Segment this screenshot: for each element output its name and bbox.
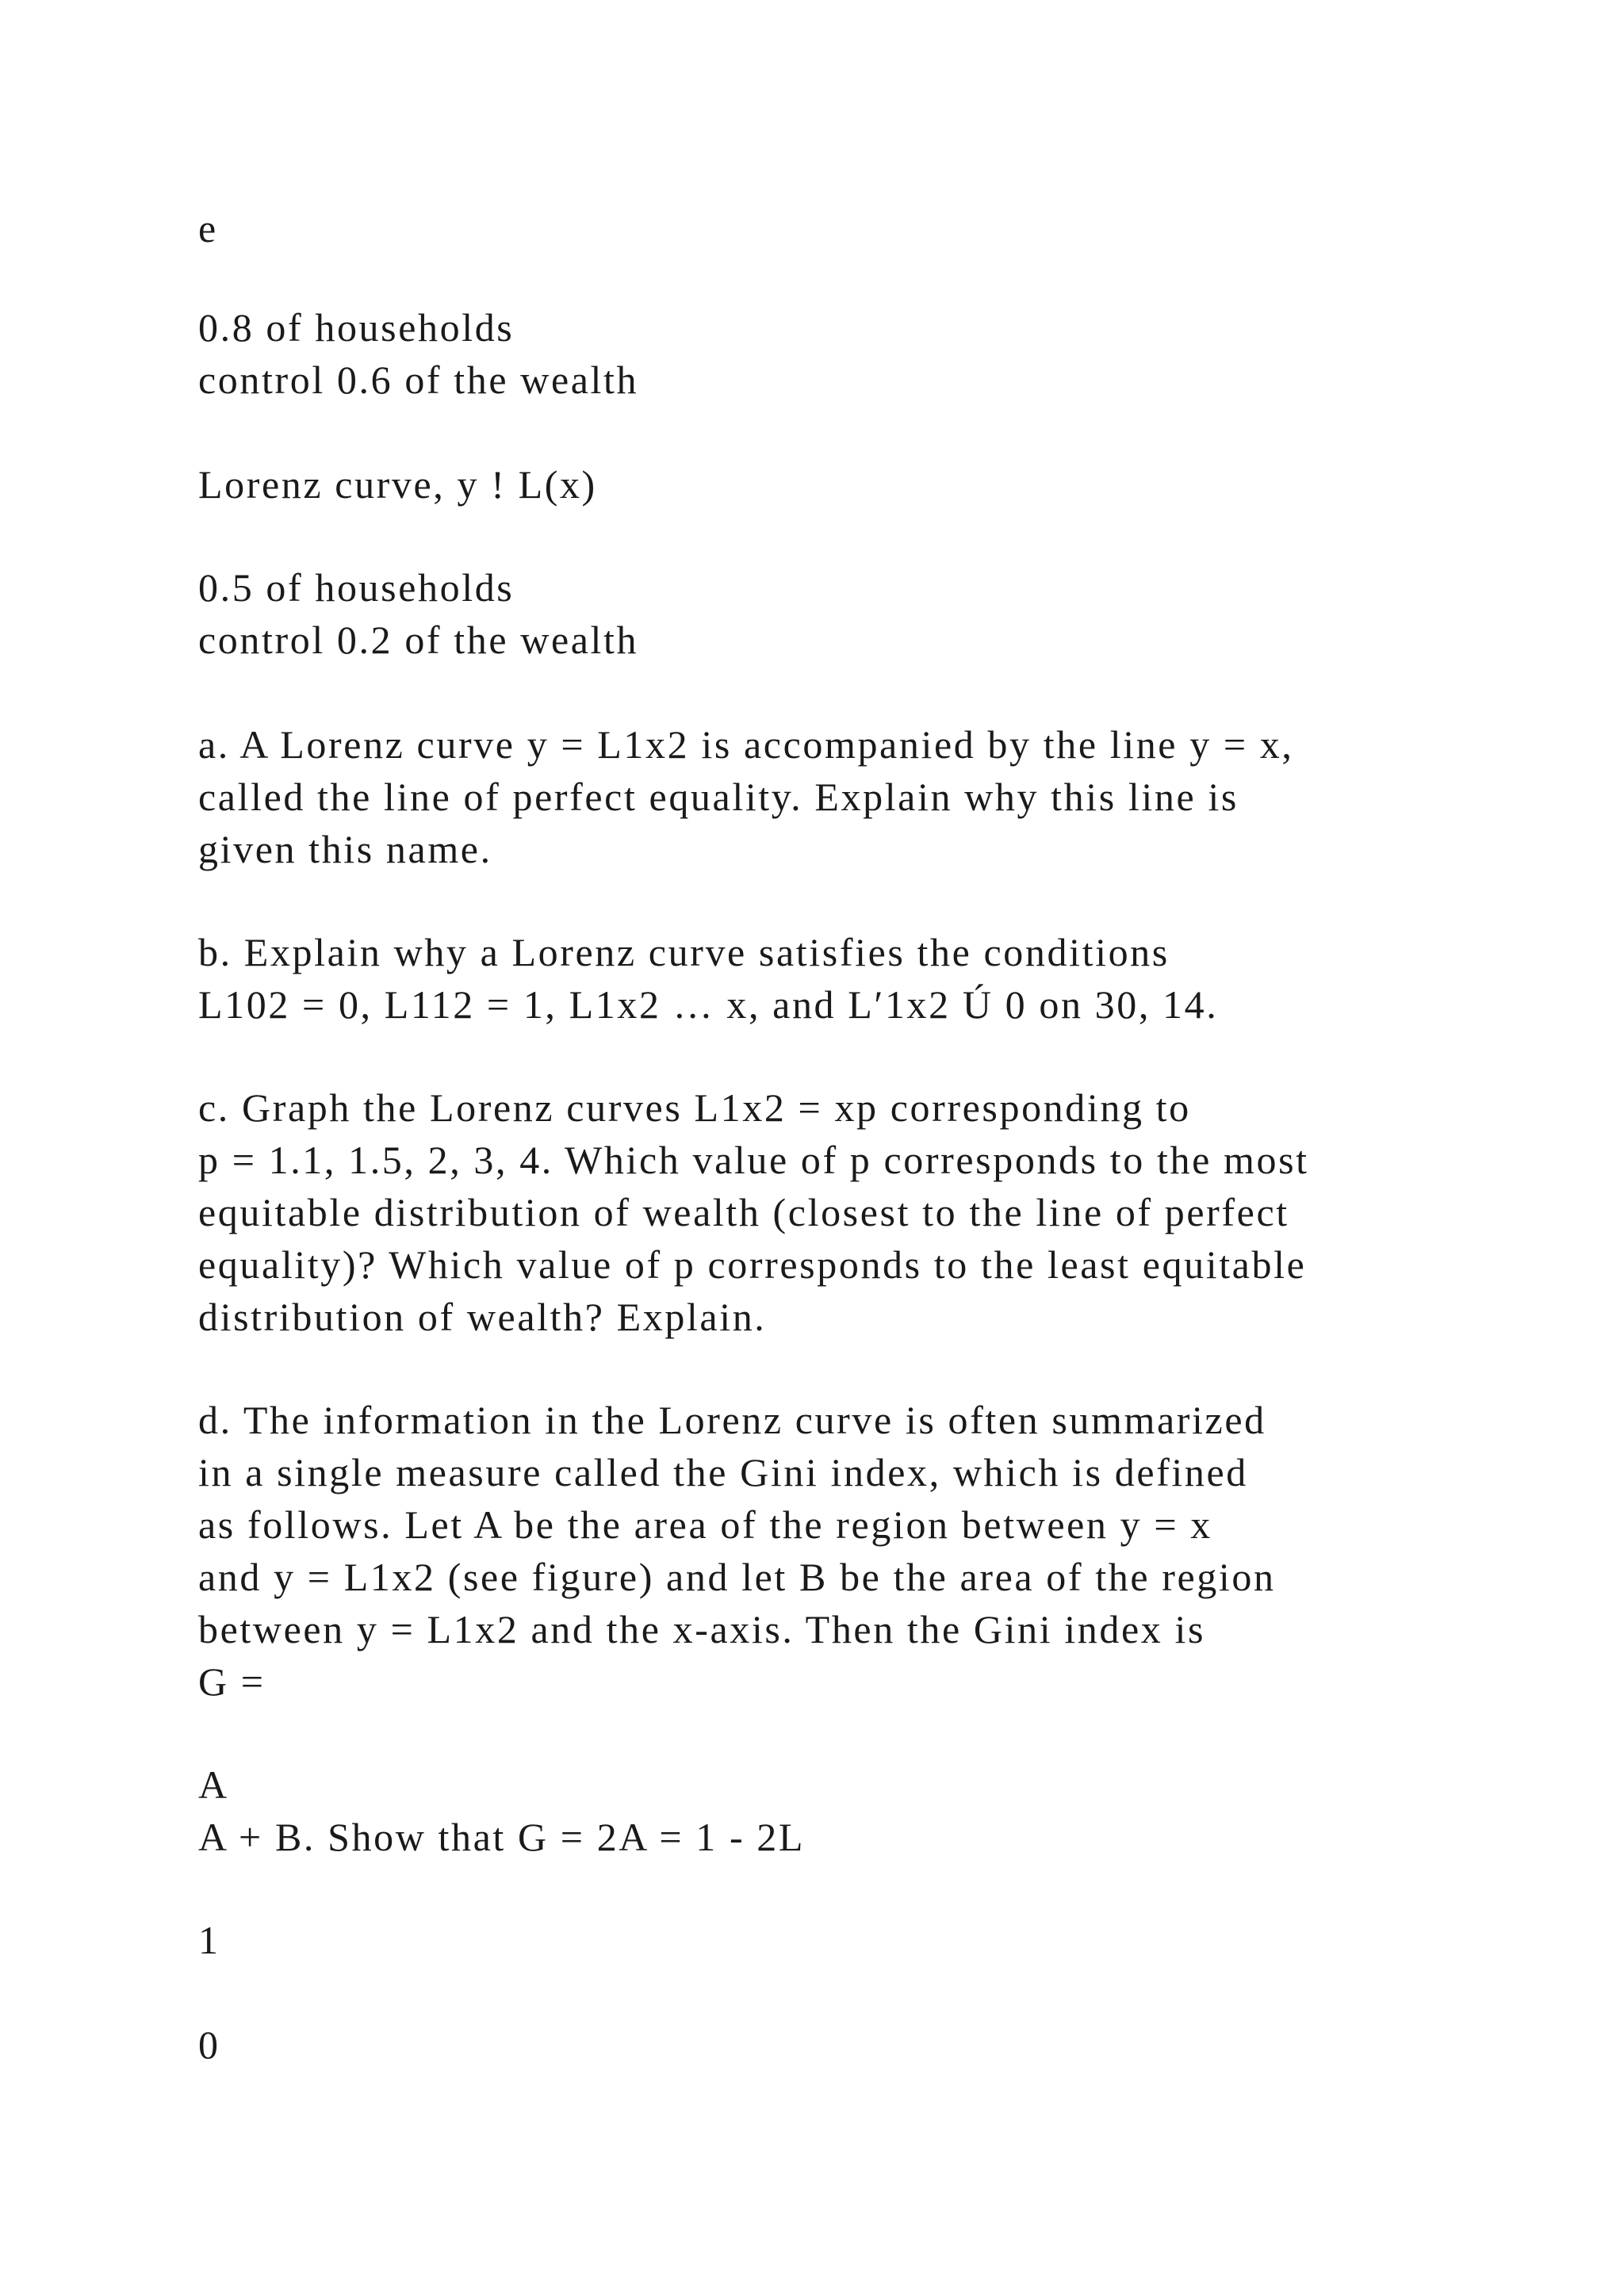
paragraph-question-d bbox=[198, 1394, 1546, 1708]
text-line: in a single measure called the Gini index, which is defined bbox=[198, 1450, 1248, 1494]
text-line: Lorenz curve, y ! L(x) bbox=[198, 462, 597, 507]
text-line: called the line of perfect equality. Explain why this line is bbox=[198, 775, 1239, 819]
text-line: control 0.2 of the wealth bbox=[198, 618, 639, 662]
text-line: distribution of wealth? Explain. bbox=[198, 1295, 767, 1339]
text-line: b. Explain why a Lorenz curve satisfies the conditions bbox=[198, 930, 1170, 974]
paragraph-axis-zero bbox=[198, 2019, 1546, 2071]
text-line: control 0.6 of the wealth bbox=[198, 358, 639, 402]
paragraph-households-05 bbox=[198, 561, 1546, 666]
text-line: 1 bbox=[198, 1918, 220, 1962]
text-line: 0.8 of households bbox=[198, 305, 515, 350]
text-line: 0.5 of households bbox=[198, 565, 515, 610]
paragraph-households-08 bbox=[198, 301, 1546, 406]
text-line: and y = L1x2 (see figure) and let B be the area of the region bbox=[198, 1555, 1276, 1599]
paragraph-question-a bbox=[198, 718, 1546, 875]
paragraph-question-b bbox=[198, 926, 1546, 1031]
text-line: as follows. Let A be the area of the region between y = x bbox=[198, 1502, 1212, 1547]
text-line: between y = L1x2 and the x-axis. Then the Gini index is bbox=[198, 1607, 1206, 1651]
text-line: d. The information in the Lorenz curve is often summarized bbox=[198, 1398, 1266, 1442]
paragraph-axis-one bbox=[198, 1914, 1546, 1966]
text-line: a. A Lorenz curve y = L1x2 is accompanied by the line y = x, bbox=[198, 722, 1294, 767]
paragraph-e bbox=[198, 202, 1546, 254]
text-line: L102 = 0, L112 = 1, L1x2 … x, and L′1x2 Ú 0 on 30, 14. bbox=[198, 982, 1219, 1027]
text-line: equitable distribution of wealth (closest to the line of perfect bbox=[198, 1190, 1289, 1234]
text-line: A + B. Show that G = 2A = 1 - 2L bbox=[198, 1815, 806, 1859]
text-line: A bbox=[198, 1762, 229, 1807]
text-line: c. Graph the Lorenz curves L1x2 = xp corresponding to bbox=[198, 1085, 1191, 1130]
paragraph-lorenz-curve-label bbox=[198, 458, 1546, 511]
text-line: p = 1.1, 1.5, 2, 3, 4. Which value of p corresponds to the most bbox=[198, 1138, 1309, 1182]
text-line: e bbox=[198, 206, 218, 251]
text-line: G = bbox=[198, 1659, 266, 1704]
text-line: given this name. bbox=[198, 827, 492, 871]
text-line: 0 bbox=[198, 2022, 220, 2067]
paragraph-gini-formula bbox=[198, 1758, 1546, 1863]
text-line: equality)? Which value of p corresponds to the least equitable bbox=[198, 1242, 1307, 1287]
paragraph-question-c bbox=[198, 1081, 1546, 1343]
